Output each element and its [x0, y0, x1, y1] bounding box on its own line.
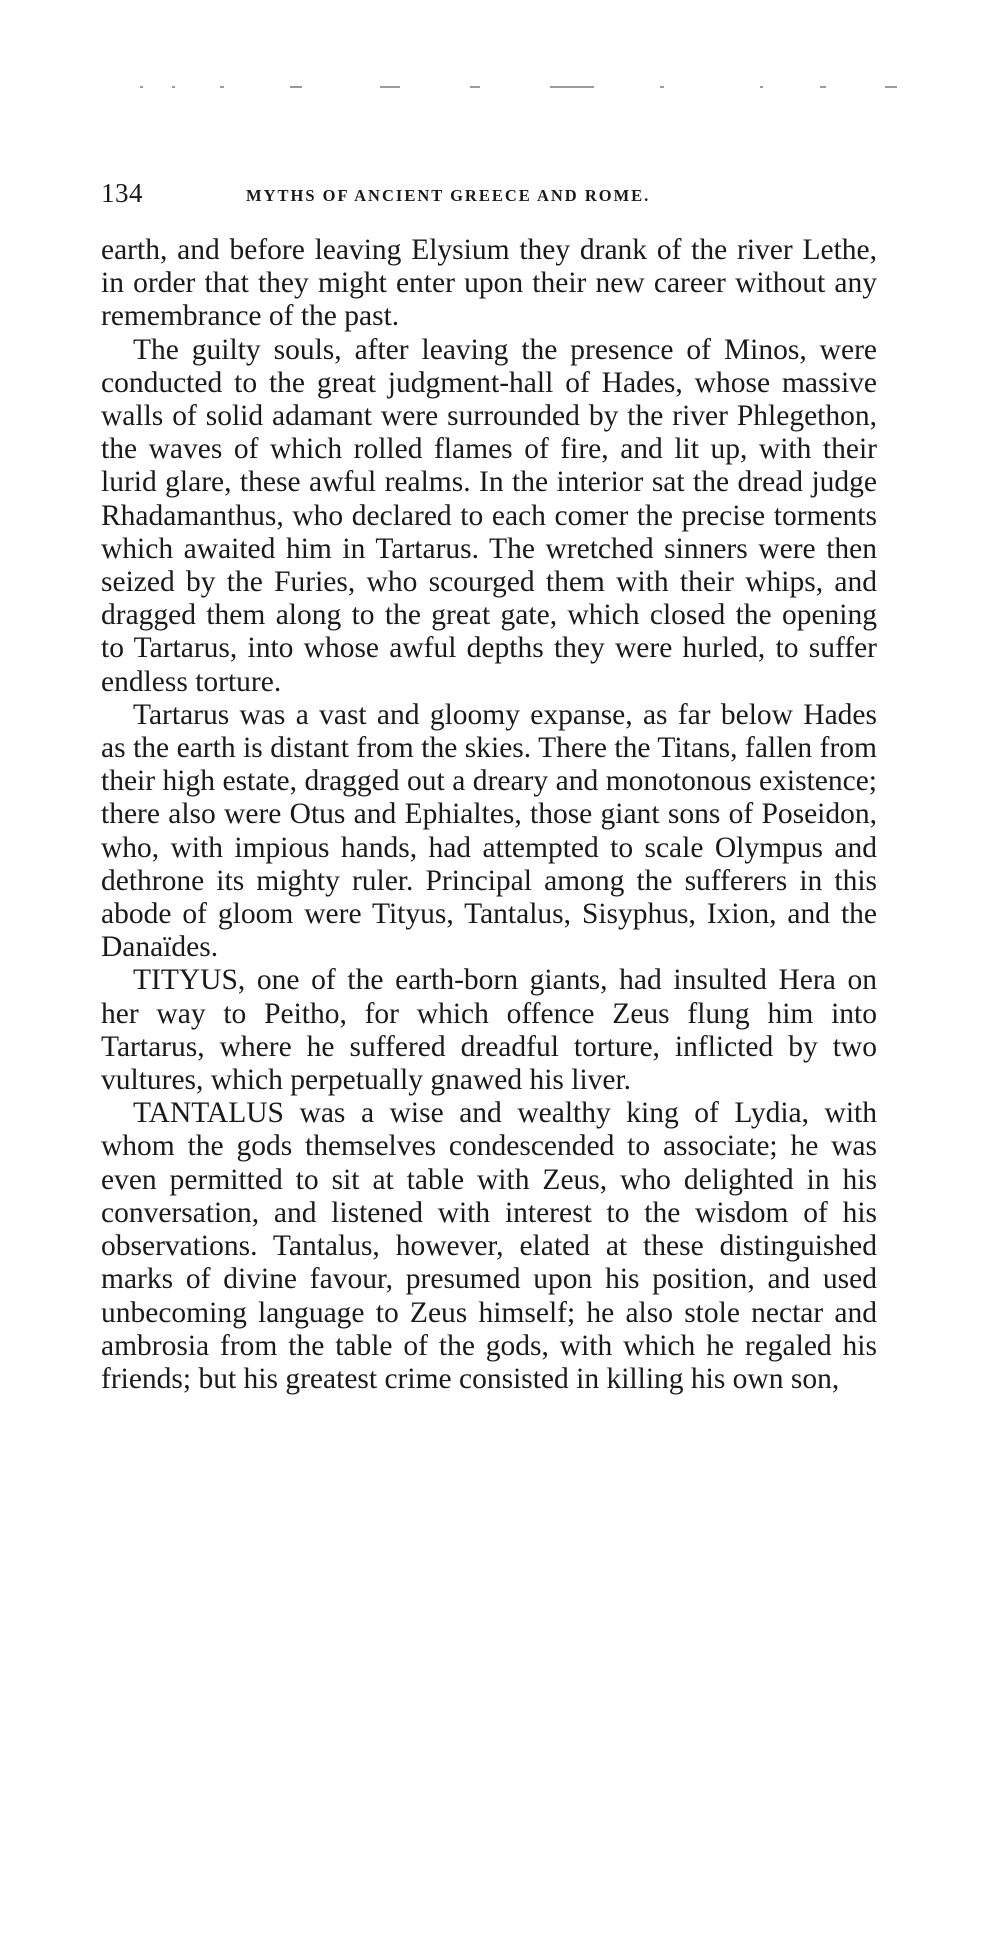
paragraph-tartarus: Tartarus was a vast and gloomy expanse, as far below Hades as the earth is distant from the skies. There the Titans, fallen from their high estate, dragged out a dreary and monotonous existence; there also were Otus and Ephialtes, those giant sons of Poseidon, who, with impious hands, had attempted to scale Olympus and dethrone its mighty ruler. Principal among the sufferers in this abode of gloom were Tityus, Tantalus, Sisyphus, Ixion, and the Danaïdes.: [101, 698, 877, 964]
paragraph-tantalus: TANTALUS was a wise and wealthy king of Lydia, with whom the gods themselves condescended to associate; he was even permitted to sit at table with Zeus, who delighted in his conversation, and listened with interest to the wisdom of his observations. Tantalus, however, elated at these distinguished marks of divine favour, presumed upon his position, and used unbecoming language to Zeus himself; he also stole nectar and ambrosia from the table of the gods, with which he regaled his friends; but his greatest crime consisted in killing his own son,: [101, 1097, 877, 1395]
running-head: MYTHS OF ANCIENT GREECE AND ROME.: [246, 186, 651, 205]
scan-specks: [140, 86, 960, 96]
paragraph-tityus: TITYUS, one of the earth-born giants, had insulted Hera on her way to Peitho, for which offence Zeus flung him into Tartarus, where he suffered dreadful torture, inflicted by two vultures, which perpetually gnawed his liver.: [101, 964, 877, 1097]
page-header: [101, 178, 881, 214]
paragraph-continued: earth, and before leaving Elysium they drank of the river Lethe, in order that they might enter upon their new career without any remembrance of the past.: [101, 234, 877, 333]
body-text: [101, 234, 877, 1396]
paragraph-guilty-souls: The guilty souls, after leaving the presence of Minos, were conducted to the great judgment-hall of Hades, whose massive walls of solid adamant were surrounded by the river Phlegethon, the waves of which rolled flames of fire, and lit up, with their lurid glare, these awful realms. In the interior sat the dread judge Rhadamanthus, who declared to each comer the precise torments which awaited him in Tartarus. The wretched sinners were then seized by the Furies, who scourged them with their whips, and dragged them along to the great gate, which closed the opening to Tartarus, into whose awful depths they were hurled, to suffer endless torture.: [101, 333, 877, 698]
page-number: 134: [101, 178, 143, 208]
